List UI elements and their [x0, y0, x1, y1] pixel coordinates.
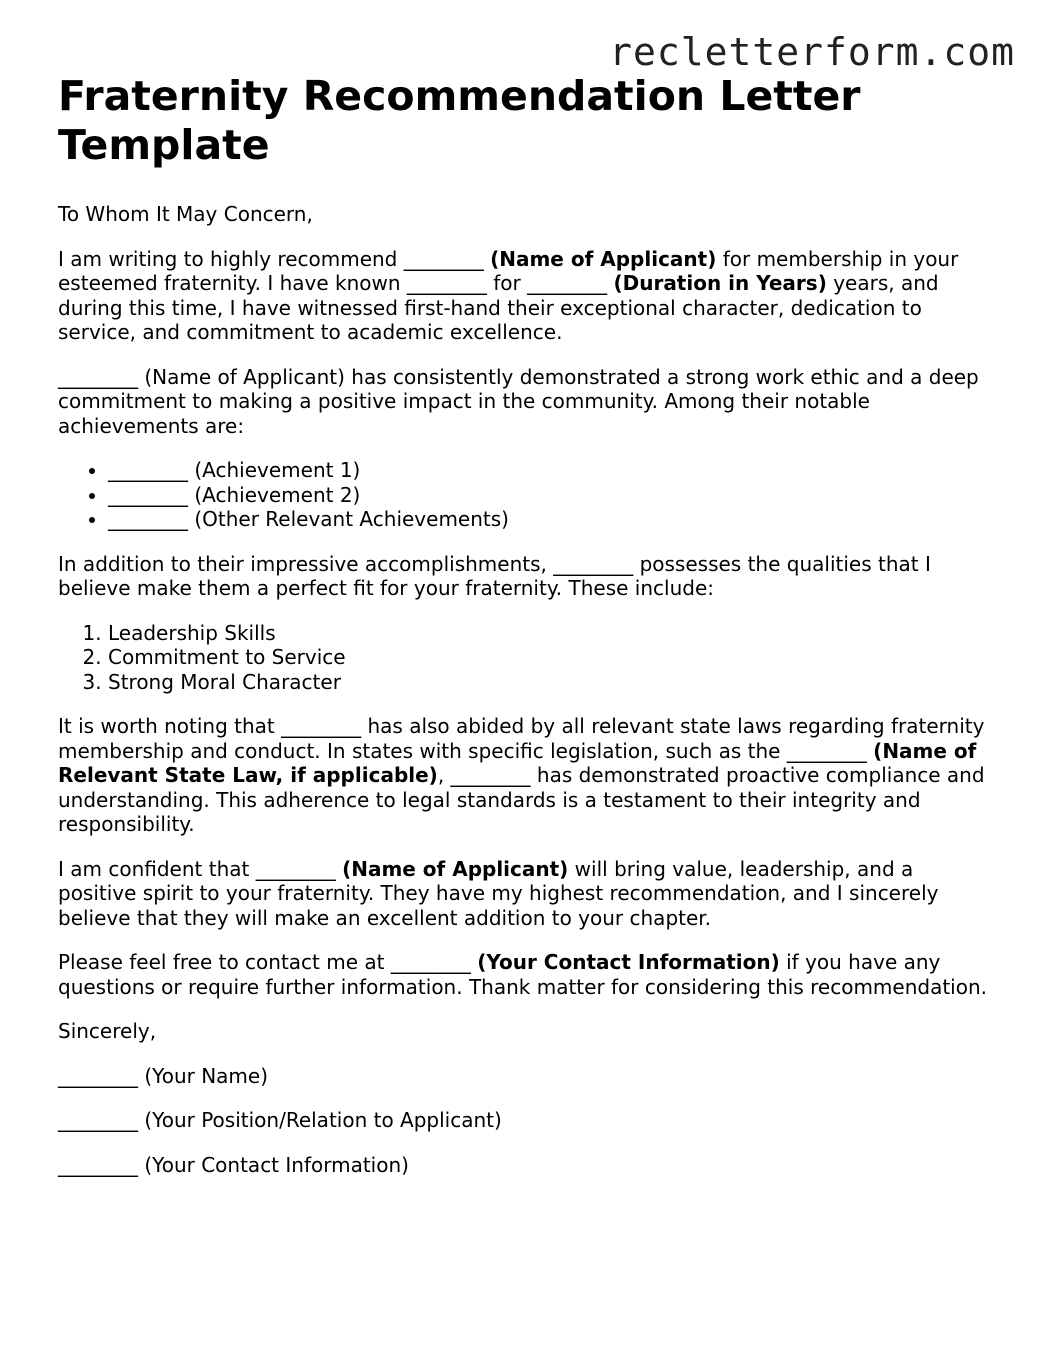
intro-text-2: for membership in your esteemed fraternity. I have known ________ for ________ [58, 246, 959, 295]
letter-body [58, 72, 988, 1197]
contact-paragraph [58, 950, 988, 999]
page-title: Fraternity Recommendation Letter Template [58, 72, 861, 169]
qualities-paragraph: In addition to their impressive accomplishments, ________ possesses the qualities that I believe make them a perfect fit for your fraternity. These include: [58, 551, 931, 600]
contact-text-2: if you have any questions or require further information. Thank matter for considering this recommendation. [58, 950, 988, 999]
closing: Sincerely, [58, 1019, 157, 1043]
confidence-paragraph [58, 857, 988, 931]
intro-bold-2: (Duration in Years) [613, 271, 827, 295]
signature-block [58, 1064, 988, 1178]
signature-name: ________ (Your Name) [58, 1063, 269, 1088]
legal-text-2: , ________ has demonstrated proactive compliance and understanding. This adherence to legal standards is a testament to their integrity and responsibility. [58, 763, 985, 836]
list-item: • ________ (Achievement 1) [108, 458, 988, 483]
signature-contact: ________ (Your Contact Information) [58, 1152, 409, 1177]
intro-text-1: I am writing to highly recommend ________ [58, 246, 491, 271]
list-item: • ________ (Achievement 2) [108, 483, 988, 508]
legal-text-1: It is worth noting that ________ has also abided by all relevant state laws regarding fraternity membership and conduct. In states with specific legislation, such as the ________ [58, 714, 985, 763]
confidence-text-2: will bring value, leadership, and a positive spirit to your fraternity. They have my highest recommendation, and I sincerely believe that they will make an excellent addition to your chapter. [58, 856, 939, 930]
list-item: 3. Strong Moral Character [108, 670, 988, 695]
contact-text-1: Please feel free to contact me at ________ [58, 950, 478, 974]
list-item: 2. Commitment to Service [108, 645, 988, 670]
legal-bold-1: (Name of Relevant State Law, if applicable) [58, 738, 977, 787]
intro-bold-1: (Name of Applicant) [490, 246, 717, 271]
list-item: • ________ (Other Relevant Achievements) [108, 507, 988, 532]
achievements-list [58, 458, 988, 532]
intro-paragraph [58, 247, 988, 345]
list-item: 1. Leadership Skills [108, 621, 988, 646]
qualities-list [58, 621, 988, 695]
intro-text-3: years, and during this time, I have witnessed first-hand their exceptional character, dedication to service, and commitment to academic excellence. [58, 271, 939, 344]
confidence-text-1: I am confident that ________ [58, 856, 343, 881]
work-ethic-paragraph: ________ (Name of Applicant) has consistently demonstrated a strong work ethic and a deep commitment to making a positive impact in the community. Among their notable achievements are: [58, 364, 979, 438]
signature-position: ________ (Your Position/Relation to Applicant) [58, 1108, 502, 1132]
contact-bold-1: (Your Contact Information) [477, 950, 780, 974]
site-watermark: recletterform.com [609, 30, 1015, 74]
confidence-bold-1: (Name of Applicant) [342, 856, 569, 881]
legal-paragraph [58, 714, 988, 837]
salutation: To Whom It May Concern, [58, 202, 313, 226]
